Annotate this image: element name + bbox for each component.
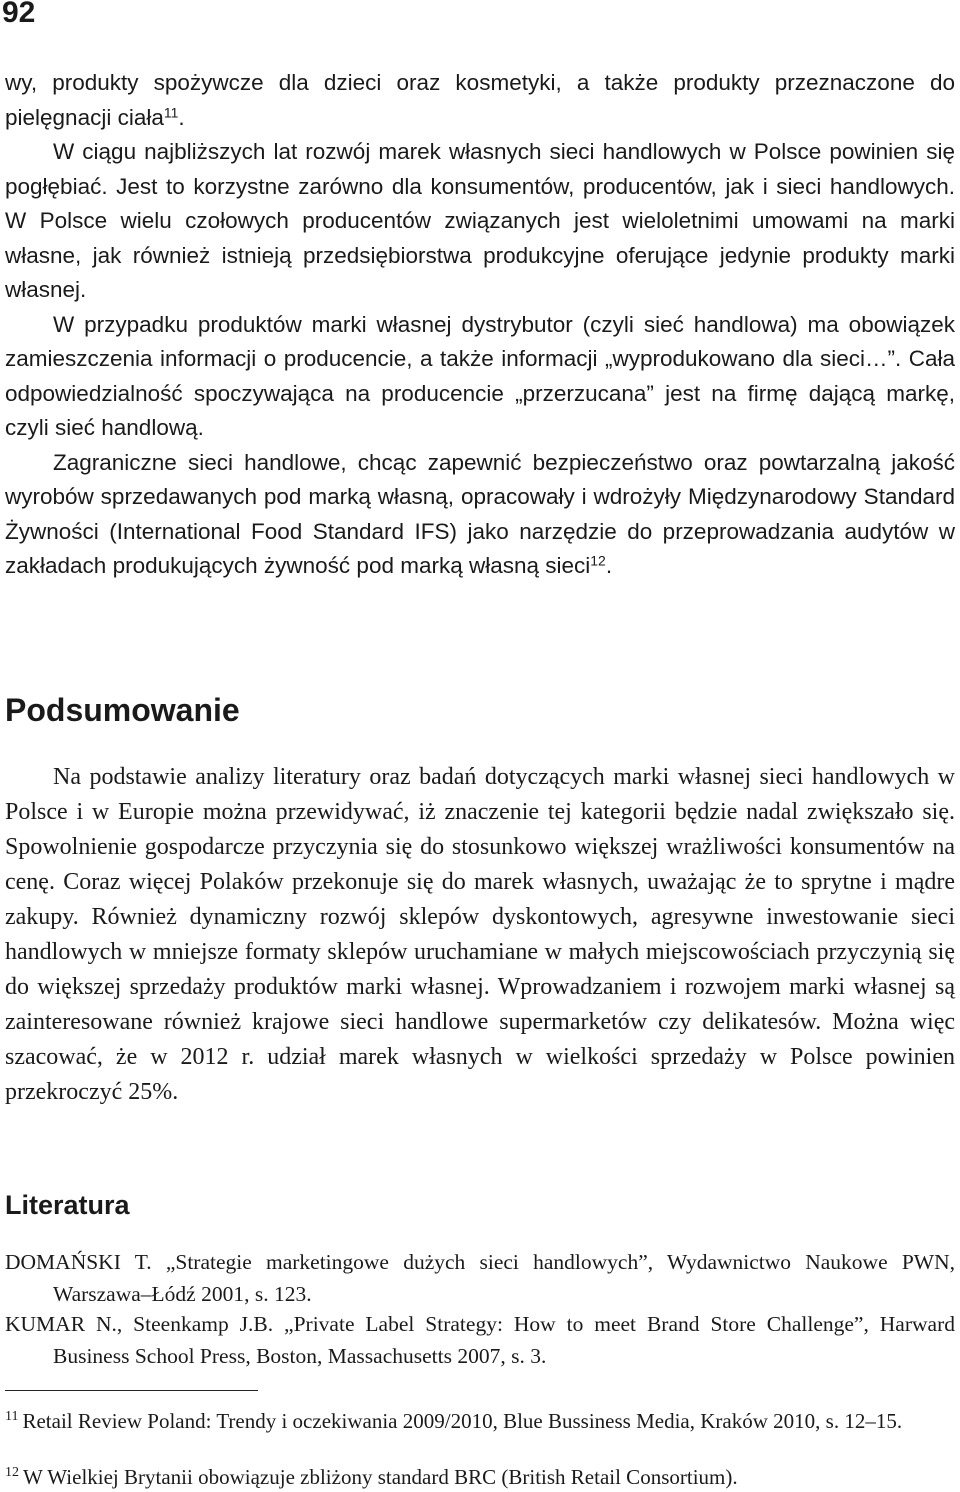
reference-item-1: DOMAŃSKI T. „Strategie marketingowe dużych sieci handlowych”, Wydawnictwo Naukowe PWN, Warszawa–Łódź 2001, s. 123. (5, 1250, 955, 1306)
body-paragraph-4: Zagraniczne sieci handlowe, chcąc zapewnić bezpieczeństwo oraz powtarzalną jakość wyrobów sprzedawanych pod marką własną, opracowały i wdrożyły Międzynarodowy Standard Żywności (International Food Standard IFS) jako narzędzie do przeprowadzania audytów w zakładach produkujących żywność pod marką własną sieci$^{12}$. (5, 449, 955, 578)
footnote-text-11: Retail Review Poland: Trendy i oczekiwania 2009/2010, Blue Bussiness Media, Kraków 2010, s. 12–15. (22, 1409, 903, 1433)
page-number: 92 (2, 0, 36, 29)
body-paragraph-2: W ciągu najbliższych lat rozwój marek własnych sieci handlowych w Polsce powinien się pogłębiać. Jest to korzystne zarówno dla konsumentów, producentów, jak i sieci handlowych. W Polsce wielu czołowych producentów związanych jest wieloletnimi umowami na marki własne, jak również istnieją przedsiębiorstwa produkcyjne oferujące jedynie produkty marki własnej. (5, 139, 955, 302)
footnote-11 (5, 1406, 955, 1436)
footnote-ref-11[interactable]: 11 (163, 103, 179, 120)
summary-section (5, 760, 955, 1110)
footnote-divider (5, 1390, 258, 1391)
body-upper-text (5, 66, 955, 584)
summary-heading: Podsumowanie (5, 692, 240, 728)
footnote-12 (5, 1462, 955, 1492)
body-paragraph-3: W przypadku produktów marki własnej dystrybutor (czyli sieć handlowa) ma obowiązek zamieszczenia informacji o producencie, a także informacji „wyprodukowano dla sieci…”. Cała odpowiedzialność spoczywająca na producencie „przerzucana” jest na firmę dającą markę, czyli sieć handlową. (5, 311, 955, 440)
footnote-mark-11: 11 (5, 1409, 19, 1424)
reference-item-2: KUMAR N., Steenkamp J.B. „Private Label Strategy: How to meet Brand Store Challenge”, Harward Business School Press, Boston, Massachusetts 2007, s. 3. (5, 1312, 955, 1368)
footnote-text-12: W Wielkiej Brytanii obowiązuje zbliżony standard BRC (British Retail Consortium). (23, 1465, 738, 1489)
summary-paragraph: Na podstawie analizy literatury oraz badań dotyczących marki własnej sieci handlowych w Polsce i w Europie można przewidywać, iż znaczenie tej kategorii będzie nadal zwiększało się. Spowolnienie gospodarcze przyczynia się do stosunkowo większej wrażliwości konsumentów na cenę. Coraz więcej Polaków przekonuje się do marek własnych, uważając że to sprytne i mądre zakupy. Również dynamiczny rozwój sklepów dyskontowych, agresywne inwestowanie sieci handlowych w mniejsze formaty sklepów uruchamiane w małych miejscowościach przyczynią się do większej sprzedaży produktów marki własnej. Wprowadzaniem i rozwojem marki własnej są zainteresowane również krajowe sieci handlowe supermarketów czy delikatesów. Można więc szacować, że w 2012 r. udział marek własnych w wielkości sprzedaży w Polsce powinien przekroczyć 25%. (5, 764, 955, 1105)
footnote-ref-12[interactable]: 12 (590, 552, 606, 569)
body-paragraph-1: wy, produkty spożywcze dla dzieci oraz kosmetyki, a także produkty przeznaczone do pielęgnacji ciała$^{11}$. (5, 70, 955, 130)
footnote-mark-12: 12 (5, 1465, 19, 1480)
literature-heading: Literatura (5, 1190, 130, 1220)
